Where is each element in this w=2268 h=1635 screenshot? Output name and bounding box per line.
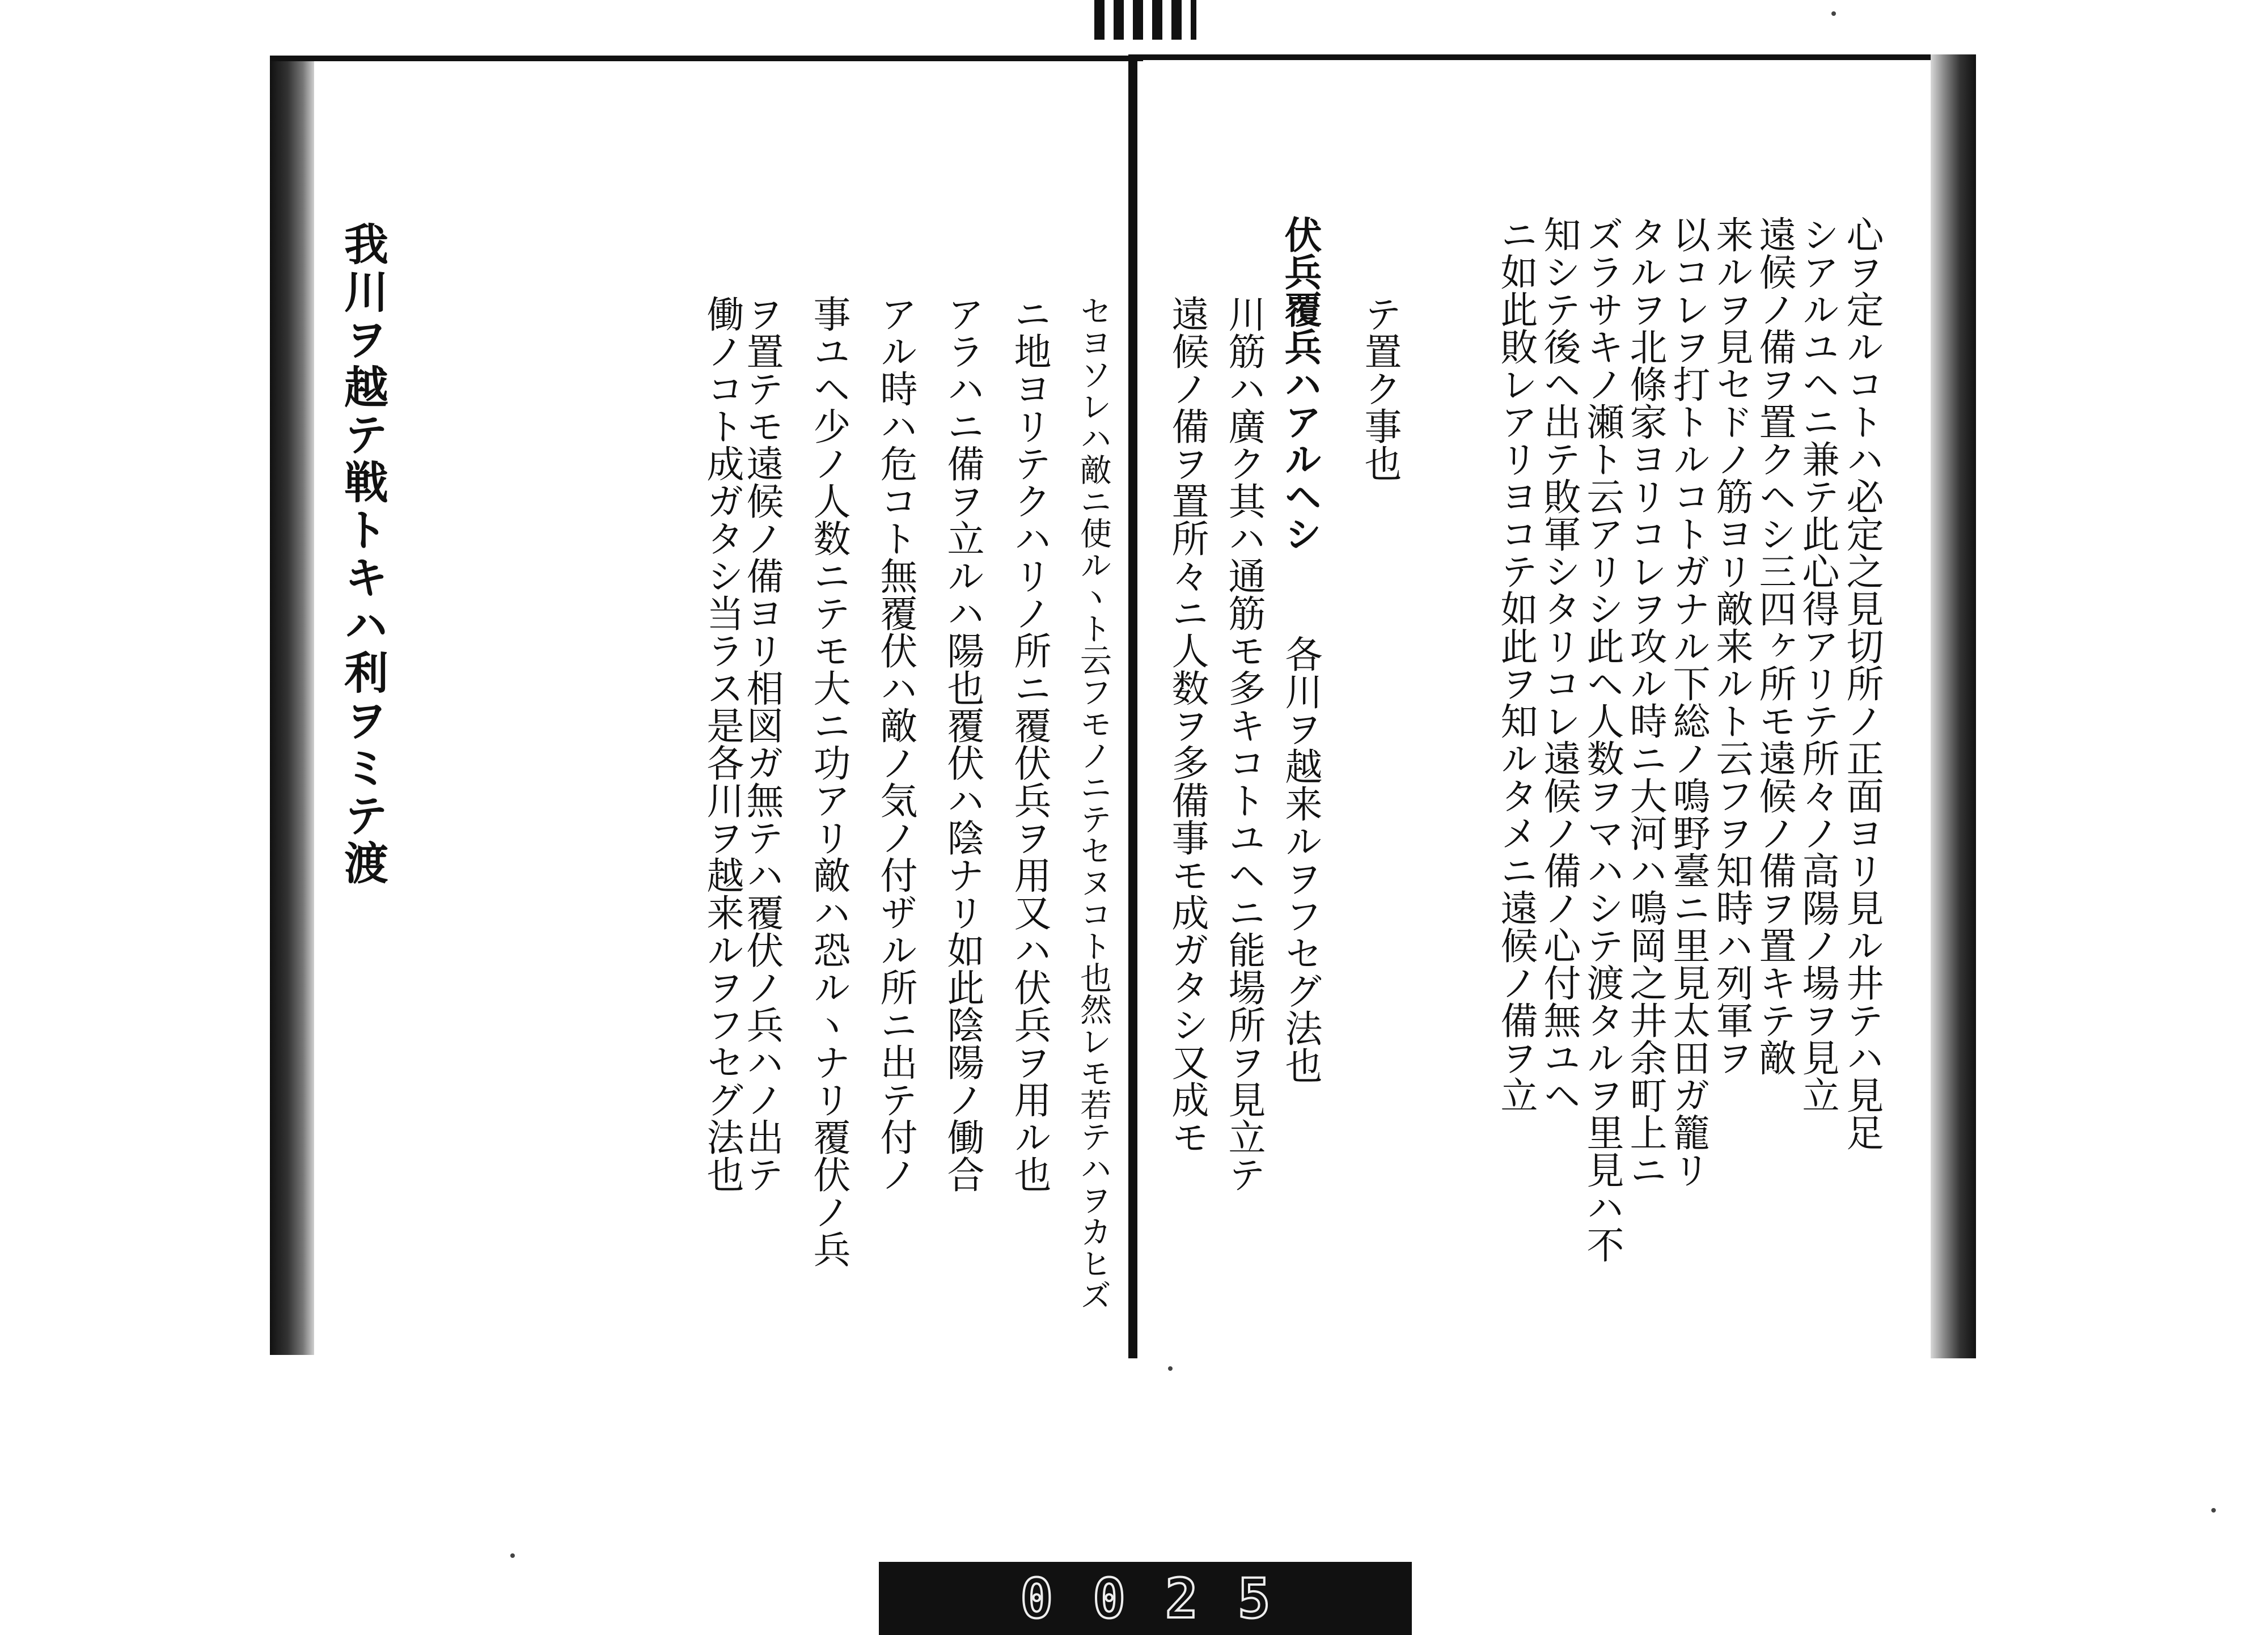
text-column: アル時ハ危コト無覆伏ハ敵ノ気ノ付ザル所ニ出テ付ノ bbox=[874, 295, 917, 1193]
text-column: ニ如此敗レアリヨコテ如此ヲ知ルタメニ遠候ノ備ヲ立 bbox=[1494, 215, 1538, 1113]
text-column: ズラサキノ瀬ト云アリシ此ヘ人数ヲマハシテ渡タルヲ里見ハ不 bbox=[1580, 215, 1624, 1263]
section-heading: 伏兵覆兵ハアルヘシ bbox=[1278, 215, 1322, 552]
text-column: ヲ置テモ遠候ノ備ヨリ相図ガ無テハ覆伏ノ兵ハノ出テ bbox=[740, 295, 784, 1193]
left-page-top-edge bbox=[270, 56, 1143, 61]
text-column: タルヲ北條家ヨリコレヲ攻ル時ニ大河ハ鳴岡之井余町上ニ bbox=[1623, 215, 1667, 1188]
text-column: 心ヲ定ルコトハ必定之見切所ノ正面ヨリ見ル井テハ見足 bbox=[1840, 215, 1884, 1151]
text-column: シアルユヘニ兼テ此心得アリテ所々ノ高陽ノ場ヲ見立 bbox=[1796, 215, 1839, 1113]
left-page-edge bbox=[270, 57, 314, 1355]
frame-digit: 2 bbox=[1165, 1566, 1198, 1630]
text-column: 事ユヘ少ノ人数ニテモ大ニ功アリ敵ハ恐ルヽナリ覆伏ノ兵 bbox=[807, 295, 850, 1268]
text-column: 遠候ノ備ヲ置クヘシ三四ヶ所モ遠候ノ備ヲ置キテ敵 bbox=[1753, 215, 1796, 1076]
text-column: 来ルヲ見セドノ筋ヨリ敵来ルト云フヲ知時ハ列軍ヲ bbox=[1710, 215, 1753, 1076]
text-column: 遠候ノ備ヲ置所々ニ人数ヲ多備事モ成ガタシ又成モ bbox=[1165, 295, 1209, 1155]
book-spine bbox=[1128, 54, 1137, 1358]
text-column: アラハニ備ヲ立ルハ陽也覆伏ハ陰ナリ如此陰陽ノ働合 bbox=[941, 295, 984, 1193]
right-page-top-edge bbox=[1128, 54, 1970, 60]
right-page-edge bbox=[1931, 54, 1976, 1358]
text-column: ニ地ヨリテクハリノ所ニ覆伏兵ヲ用又ハ伏兵ヲ用ル也 bbox=[1008, 295, 1051, 1193]
frame-digit: 0 bbox=[1093, 1566, 1125, 1630]
section-heading-sub: 各川ヲ越来ルヲフセグ法也 bbox=[1279, 635, 1322, 1084]
frame-digit: 5 bbox=[1237, 1566, 1271, 1630]
text-column: 働ノコト成ガタシ当ラス是各川ヲ越来ルヲフセグ法也 bbox=[700, 295, 744, 1193]
section-title: 我川ヲ越テ戦トキハ利ヲミテ渡 bbox=[337, 221, 388, 888]
text-column: 川筋ハ廣ク其ハ通筋モ多キコトユヘニ能場所ヲ見立テ bbox=[1222, 295, 1266, 1193]
text-column: テ置ク事也 bbox=[1358, 295, 1402, 482]
text-column: 知シテ後ヘ出テ敗軍シタリコレ遠候ノ備ノ心付無ユヘ bbox=[1537, 215, 1581, 1113]
spine-tab bbox=[1094, 0, 1196, 40]
text-column: セヨソレハ敵ニ使ルヽト云フモノニテセヌコト也然レモ若テハヲカヒズ bbox=[1075, 295, 1112, 1311]
text-column: 以コレヲ打トルコトガナル下総ノ鳴野臺ニ里見太田ガ籠リ bbox=[1666, 215, 1710, 1188]
frame-digit: 0 bbox=[1020, 1566, 1053, 1630]
frame-number-plate bbox=[879, 1562, 1412, 1635]
